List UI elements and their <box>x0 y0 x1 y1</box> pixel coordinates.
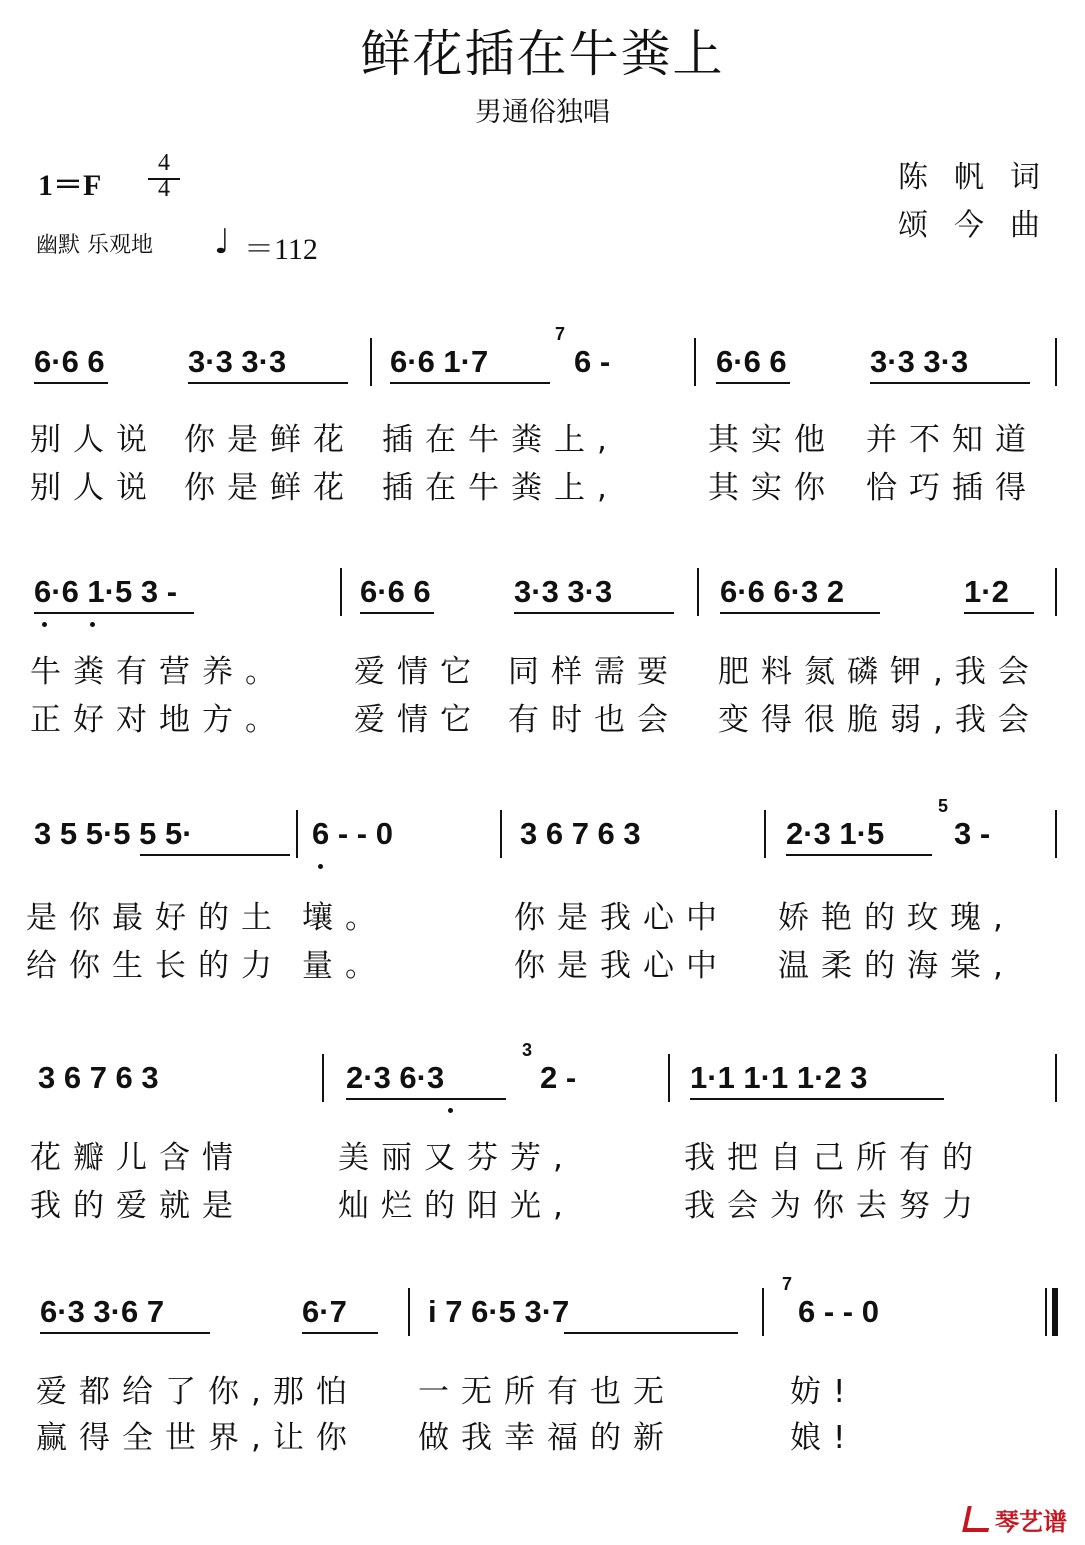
lyric-text: 给你生长的力 <box>26 948 284 984</box>
bar-line <box>1055 568 1057 616</box>
grace-note: 7 <box>555 324 566 344</box>
lyric-text: 我把自己所有的 <box>684 1140 985 1176</box>
octave-dot <box>90 622 95 627</box>
lyric-text: 温柔的海棠, <box>778 948 1015 984</box>
time-signature-top: 4 <box>158 150 170 176</box>
tempo-marking: ＝112 <box>244 233 318 266</box>
lyric-text: 做我幸福的新 <box>418 1420 676 1456</box>
lyric-line-1-v1 <box>0 414 1085 458</box>
lyric-line-4-v1 <box>0 1132 1085 1176</box>
lyric-text: 我的爱就是 <box>30 1188 245 1224</box>
note-group: 6·6 6·3 2 <box>720 574 845 609</box>
bar-line <box>1055 810 1057 858</box>
octave-dot <box>42 622 47 627</box>
lyric-line-3-v1 <box>0 892 1085 936</box>
key-signature: 1＝F <box>38 169 102 202</box>
note-group: i 7 6·5 3·7 <box>428 1294 570 1329</box>
composer-credit: 颂今曲 <box>898 208 1066 243</box>
underline <box>346 1098 506 1100</box>
underline <box>964 612 1034 614</box>
final-bar-line-thick <box>1052 1288 1058 1336</box>
lyric-text: 其实你 <box>708 470 837 506</box>
lyric-line-5-v1 <box>0 1366 1085 1410</box>
lyric-text: 肥料氮磷钾,我会 <box>718 654 1041 690</box>
note-group: 6·6 1·7 <box>390 344 489 379</box>
lyric-line-1-v2 <box>0 462 1085 506</box>
lyric-text: 同样需要 <box>508 654 680 690</box>
underline <box>690 1098 944 1100</box>
watermark <box>965 1502 1067 1537</box>
underline <box>140 854 290 856</box>
note-group: 6 - - 0 <box>312 816 393 851</box>
bar-line <box>1055 1054 1057 1102</box>
bar-line <box>694 338 696 386</box>
underline <box>716 382 790 384</box>
bar-line <box>340 568 342 616</box>
lyric-text: 赢得全世界,让你 <box>36 1420 359 1456</box>
lyric-text: 别人说 <box>30 422 159 458</box>
subtitle: 男通俗独唱 <box>475 97 610 128</box>
notation-system-1 <box>0 324 1085 398</box>
underline <box>188 382 348 384</box>
underline <box>870 382 1030 384</box>
lyric-text: 并不知道 <box>866 422 1038 458</box>
lyric-text: 牛粪有营养。 <box>30 654 288 690</box>
underline <box>786 854 932 856</box>
time-signature-bottom: 4 <box>158 176 170 202</box>
note-group: 6·6 1·5 3 - <box>34 574 178 609</box>
lyric-text: 变得很脆弱,我会 <box>718 702 1041 738</box>
note-group: 6·6 6 <box>716 344 787 379</box>
lyric-line-3-v2 <box>0 940 1085 984</box>
note-group: 6·3 3·6 7 <box>40 1294 165 1329</box>
lyric-text: 有时也会 <box>508 702 680 738</box>
note-group: 3 - <box>954 816 991 851</box>
page-title: 鲜花插在牛粪上 <box>360 25 725 83</box>
underline <box>34 612 194 614</box>
lyric-line-5-v2 <box>0 1412 1085 1456</box>
lyric-text: 灿烂的阳光, <box>338 1188 575 1224</box>
lyric-text: 你是我心中 <box>514 948 729 984</box>
bar-line <box>322 1054 324 1102</box>
lyric-text: 量。 <box>302 948 388 984</box>
notation-system-4 <box>0 1040 1085 1114</box>
lyric-text: 其实他 <box>708 422 837 458</box>
note-group: 6 - <box>574 344 611 379</box>
octave-dot <box>448 1108 453 1113</box>
lyric-text: 美丽又芬芳, <box>338 1140 575 1176</box>
lyric-line-4-v2 <box>0 1180 1085 1224</box>
lyric-text: 你是鲜花 <box>184 470 356 506</box>
lyric-text: 爱都给了你,那怕 <box>36 1374 359 1410</box>
lyric-text: 娇艳的玫瑰, <box>778 900 1015 936</box>
bar-line <box>408 1288 410 1336</box>
bar-line <box>697 568 699 616</box>
lyric-text: 别人说 <box>30 470 159 506</box>
lyric-text: 插在牛粪上, <box>382 422 619 458</box>
note-group: 6·7 <box>302 1294 347 1329</box>
note-group: 6 - - 0 <box>798 1294 879 1329</box>
note-group: 3·3 3·3 <box>514 574 613 609</box>
lyric-text: 你是我心中 <box>514 900 729 936</box>
note-group: 6·6 6 <box>34 344 105 379</box>
mood-marking: 幽默 乐观地 <box>36 233 153 258</box>
notation-system-2 <box>0 568 1085 628</box>
lyric-line-2-v2 <box>0 694 1085 738</box>
underline <box>720 612 880 614</box>
note-group: 3 6 7 6 3 <box>38 1060 159 1095</box>
note-group: 1·1 1·1 1·2 3 <box>690 1060 868 1095</box>
lyric-text: 爱情它 <box>354 654 483 690</box>
grace-note: 5 <box>938 796 949 816</box>
lyric-text: 正好对地方。 <box>30 702 288 738</box>
note-group: 6·6 6 <box>360 574 431 609</box>
note-group: 2·3 1·5 <box>786 816 885 851</box>
lyricist-credit: 陈帆词 <box>898 160 1066 195</box>
bar-line <box>668 1054 670 1102</box>
grace-note: 7 <box>782 1274 793 1294</box>
lyric-text: 插在牛粪上, <box>382 470 619 506</box>
quarter-note-icon: ♩ <box>214 222 231 262</box>
logo-icon <box>962 1506 994 1532</box>
note-group: 2 - <box>540 1060 577 1095</box>
octave-dot <box>318 864 323 869</box>
lyric-text: 壤。 <box>302 900 388 936</box>
note-group: 3·3 3·3 <box>188 344 287 379</box>
lyric-text: 你是鲜花 <box>184 422 356 458</box>
note-group: 3 5 5·5 5 5· <box>34 816 193 851</box>
lyric-text: 一无所有也无 <box>418 1374 676 1410</box>
underline <box>34 382 108 384</box>
watermark-text: 琴艺谱 <box>995 1508 1067 1536</box>
lyric-text: 爱情它 <box>354 702 483 738</box>
bar-line <box>370 338 372 386</box>
lyric-text: 妨! <box>790 1374 858 1410</box>
lyric-text: 花瓣儿含情 <box>30 1140 245 1176</box>
bar-line <box>500 810 502 858</box>
underline <box>514 612 674 614</box>
lyric-line-2-v1 <box>0 646 1085 690</box>
notation-system-5 <box>0 1274 1085 1348</box>
note-group: 1·2 <box>964 574 1009 609</box>
bar-line <box>764 810 766 858</box>
lyric-text: 恰巧插得 <box>866 470 1038 506</box>
note-group: 3·3 3·3 <box>870 344 969 379</box>
underline <box>302 1332 378 1334</box>
lyric-text: 我会为你去努力 <box>684 1188 985 1224</box>
bar-line <box>762 1288 764 1336</box>
bar-line <box>296 810 298 858</box>
note-group: 2·3 6·3 <box>346 1060 445 1095</box>
lyric-text: 娘! <box>790 1420 858 1456</box>
bar-line <box>1055 338 1057 386</box>
lyric-text: 是你最好的土 <box>26 900 284 936</box>
note-group: 3 6 7 6 3 <box>520 816 641 851</box>
underline <box>390 382 550 384</box>
grace-note: 3 <box>522 1040 533 1060</box>
underline <box>360 612 434 614</box>
final-bar-line-thin <box>1045 1288 1047 1336</box>
underline <box>564 1332 738 1334</box>
underline <box>40 1332 210 1334</box>
notation-system-3 <box>0 796 1085 870</box>
